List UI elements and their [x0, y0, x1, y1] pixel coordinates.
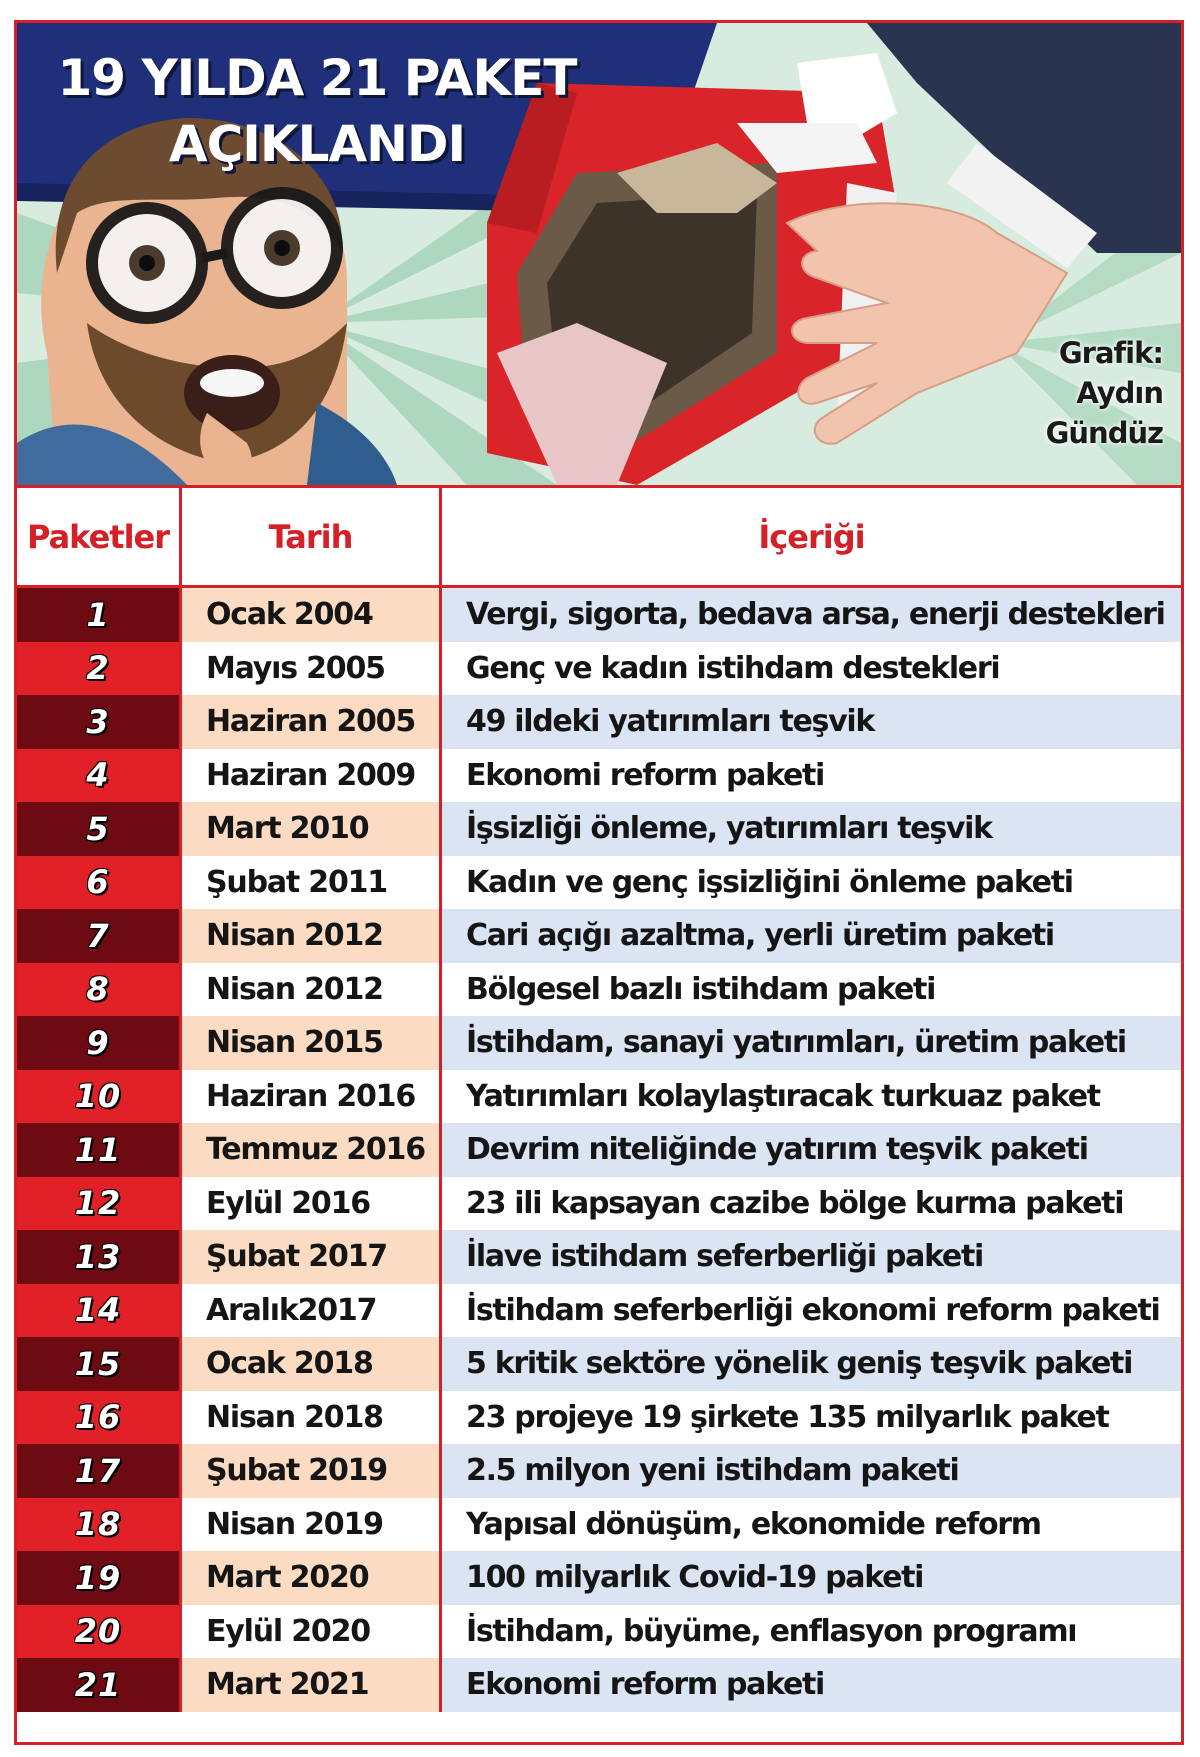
package-date: Eylül 2016	[179, 1177, 439, 1231]
package-number: 12	[17, 1177, 179, 1231]
package-date: Temmuz 2016	[179, 1123, 439, 1177]
package-content: İlave istihdam seferberliği paketi	[439, 1230, 1181, 1284]
package-date: Nisan 2019	[179, 1498, 439, 1552]
package-date: Ocak 2018	[179, 1337, 439, 1391]
table-row	[17, 695, 1181, 749]
package-date: Şubat 2019	[179, 1444, 439, 1498]
package-date: Şubat 2017	[179, 1230, 439, 1284]
package-content: İşsizliği önleme, yatırımları teşvik	[439, 802, 1181, 856]
package-date: Mart 2010	[179, 802, 439, 856]
package-content: Genç ve kadın istihdam destekleri	[439, 642, 1181, 696]
table-row	[17, 856, 1181, 910]
package-content: Ekonomi reform paketi	[439, 1658, 1181, 1712]
package-date: Aralık2017	[179, 1284, 439, 1338]
package-date: Haziran 2005	[179, 695, 439, 749]
package-number: 6	[17, 856, 179, 910]
package-content: İstihdam, sanayi yatırımları, üretim paketi	[439, 1016, 1181, 1070]
headline-line-1: 19 YILDA 21 PAKET	[57, 49, 577, 107]
packages-table	[17, 485, 1181, 1712]
package-date: Ocak 2004	[179, 588, 439, 642]
package-date: Nisan 2012	[179, 963, 439, 1017]
package-number: 13	[17, 1230, 179, 1284]
headline	[57, 45, 577, 177]
package-number: 18	[17, 1498, 179, 1552]
table-row	[17, 1444, 1181, 1498]
table-row	[17, 1070, 1181, 1124]
package-content: 2.5 milyon yeni istihdam paketi	[439, 1444, 1181, 1498]
credit-name-last: Gündüz	[1045, 416, 1163, 450]
package-date: Nisan 2012	[179, 909, 439, 963]
package-number: 7	[17, 909, 179, 963]
package-content: 23 projeye 19 şirkete 135 milyarlık paket	[439, 1391, 1181, 1445]
table-header-row	[17, 488, 1181, 588]
package-content: İstihdam, büyüme, enflasyon programı	[439, 1605, 1181, 1659]
credit-name-first: Aydın	[1076, 376, 1163, 410]
package-date: Mart 2021	[179, 1658, 439, 1712]
table-row	[17, 802, 1181, 856]
header-date: Tarih	[179, 488, 439, 585]
table-row	[17, 1016, 1181, 1070]
package-content: Yatırımları kolaylaştıracak turkuaz paket	[439, 1070, 1181, 1124]
table-row	[17, 1391, 1181, 1445]
header-packages: Paketler	[26, 517, 170, 556]
package-number: 19	[17, 1551, 179, 1605]
table-body	[17, 588, 1181, 1712]
package-date: Şubat 2011	[179, 856, 439, 910]
table-row	[17, 1551, 1181, 1605]
package-number: 10	[17, 1070, 179, 1124]
package-number: 11	[17, 1123, 179, 1177]
package-number: 16	[17, 1391, 179, 1445]
package-number: 20	[17, 1605, 179, 1659]
infographic-frame	[14, 20, 1184, 1745]
table-row	[17, 1230, 1181, 1284]
table-row	[17, 749, 1181, 803]
table-row	[17, 1498, 1181, 1552]
graphic-credit	[1023, 333, 1163, 453]
package-number: 2	[17, 642, 179, 696]
package-number: 3	[17, 695, 179, 749]
table-row	[17, 1284, 1181, 1338]
package-number: 4	[17, 749, 179, 803]
package-content: Cari açığı azaltma, yerli üretim paketi	[439, 909, 1181, 963]
package-content: İstihdam seferberliği ekonomi reform paketi	[439, 1284, 1181, 1338]
package-content: Devrim niteliğinde yatırım teşvik paketi	[439, 1123, 1181, 1177]
package-date: Haziran 2009	[179, 749, 439, 803]
package-number: 21	[17, 1658, 179, 1712]
package-number: 5	[17, 802, 179, 856]
table-row	[17, 1177, 1181, 1231]
table-row	[17, 1658, 1181, 1712]
package-date: Haziran 2016	[179, 1070, 439, 1124]
table-row	[17, 642, 1181, 696]
package-number: 1	[17, 588, 179, 642]
headline-line-2: AÇIKLANDI	[168, 115, 466, 173]
package-number: 8	[17, 963, 179, 1017]
package-number: 15	[17, 1337, 179, 1391]
package-content: 23 ili kapsayan cazibe bölge kurma paketi	[439, 1177, 1181, 1231]
header-content: İçeriği	[439, 488, 1181, 585]
package-content: Ekonomi reform paketi	[439, 749, 1181, 803]
table-row	[17, 963, 1181, 1017]
package-content: 49 ildeki yatırımları teşvik	[439, 695, 1181, 749]
package-content: Bölgesel bazlı istihdam paketi	[439, 963, 1181, 1017]
package-date: Mayıs 2005	[179, 642, 439, 696]
package-number: 9	[17, 1016, 179, 1070]
table-row	[17, 1337, 1181, 1391]
package-date: Nisan 2015	[179, 1016, 439, 1070]
package-number: 14	[17, 1284, 179, 1338]
table-row	[17, 1605, 1181, 1659]
package-content: Yapısal dönüşüm, ekonomide reform	[439, 1498, 1181, 1552]
package-date: Eylül 2020	[179, 1605, 439, 1659]
package-date: Mart 2020	[179, 1551, 439, 1605]
package-content: Kadın ve genç işsizliğini önleme paketi	[439, 856, 1181, 910]
header-illustration	[17, 23, 1181, 485]
package-number: 17	[17, 1444, 179, 1498]
table-row	[17, 909, 1181, 963]
credit-label: Grafik:	[1058, 336, 1163, 370]
table-row	[17, 1123, 1181, 1177]
package-content: 100 milyarlık Covid-19 paketi	[439, 1551, 1181, 1605]
package-content: 5 kritik sektöre yönelik geniş teşvik paketi	[439, 1337, 1181, 1391]
table-row	[17, 588, 1181, 642]
package-date: Nisan 2018	[179, 1391, 439, 1445]
package-content: Vergi, sigorta, bedava arsa, enerji destekleri	[439, 588, 1181, 642]
